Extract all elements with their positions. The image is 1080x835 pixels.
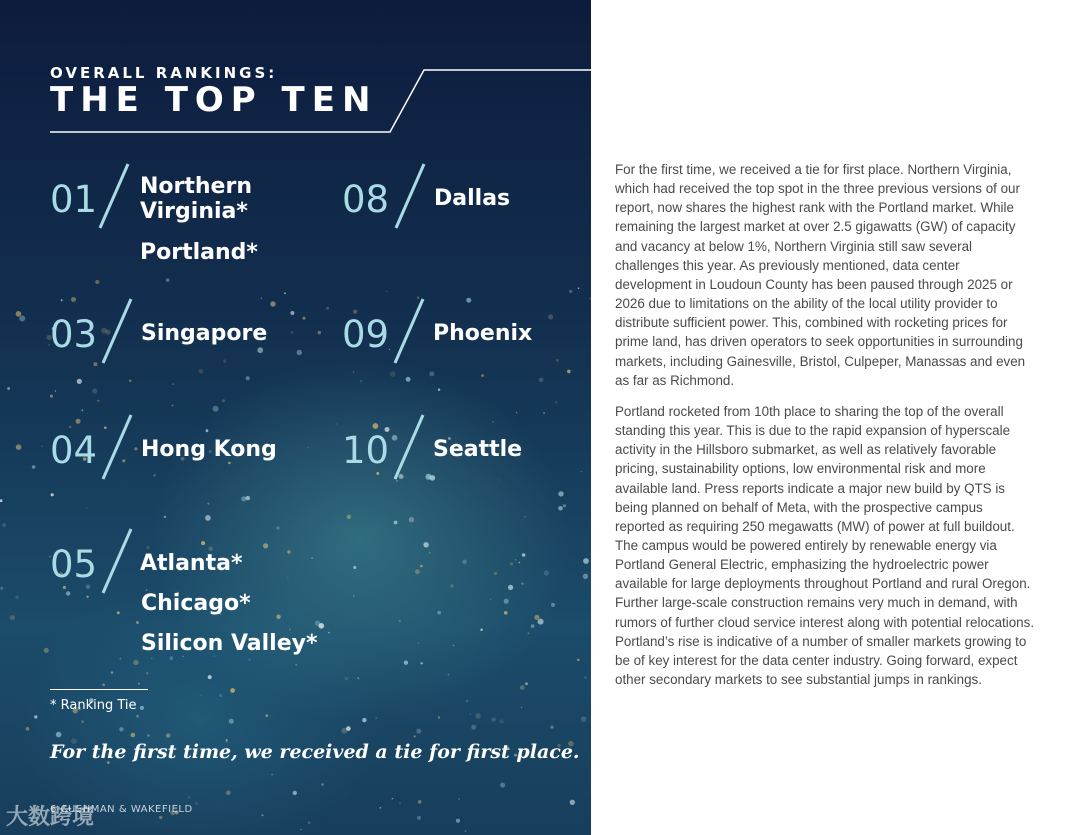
rank-number: 10 [342, 429, 390, 472]
city-name: Dallas [434, 186, 511, 211]
watermark-logo: 大数跨境 [6, 805, 95, 830]
page-title: THE TOP TEN [50, 80, 378, 120]
rank-number: 04 [50, 429, 98, 472]
slash-divider [391, 413, 427, 481]
slash-divider [99, 413, 135, 481]
body-text [615, 160, 1035, 701]
city-name: Silicon Valley* [141, 631, 318, 656]
city-name: Portland* [140, 240, 258, 265]
footnote-divider [50, 689, 148, 690]
city-name: Seattle [433, 437, 523, 462]
city-name: Phoenix [433, 321, 533, 346]
slash-divider [96, 162, 132, 230]
city-name: Atlanta* [140, 551, 243, 576]
rank-number: 05 [50, 543, 98, 586]
page-footer: 6 CUSHMAN & WAKEFIELD [50, 804, 193, 815]
slash-divider [99, 297, 135, 365]
city-name-virginia: Virginia* [140, 199, 248, 224]
city-name: Singapore [141, 321, 268, 346]
pull-quote: For the first time, we received a tie for first place. [50, 741, 580, 763]
city-name-northern: Northern [140, 174, 252, 199]
footnote: * Ranking Tie [50, 698, 137, 713]
slash-divider [391, 297, 427, 365]
city-name: Hong Kong [141, 437, 277, 462]
paragraph: Portland rocketed from 10th place to sharing the top of the overall standing this year. This is due to the rapid expansion of hyperscale activity in the Hillsboro submarket, as well as relatively favorable pricing, sustainability options, low environmental risk and more available land. Press reports indicate a major new build by QTS is being planned on behalf of Meta, with the prospective campus reported as requiring 250 megawatts (MW) of power at full buildout. The campus would be powered entirely by renewable energy via Portland General Electric, emphasizing the hydroelectric power available for large deployments throughout Portland and rural Oregon. Further large-scale construction remains very much in demand, with rumors of further cloud service interest along with potential relocations. Portland’s rise is indicative of a number of smaller markets growing to be of key interest for the data center industry. Going forward, expect other secondary markets to see substantial jumps in rankings. [615, 403, 1035, 688]
rank-number: 08 [342, 178, 390, 221]
rank-number: 01 [50, 178, 98, 221]
rank-number: 09 [342, 313, 390, 356]
slash-divider [392, 162, 428, 230]
paragraph: For the first time, we received a tie for first place. Northern Virginia, which had received the top spot in the three previous versions of our report, now shares the highest rank with the Portland market. While remaining the largest market at over 2.5 gigawatts (GW) of capacity and vacancy at below 1%, Northern Virginia still saw several challenges this year. As previously mentioned, data center development in Loudoun County has been paused through 2025 or 2026 due to limitations on the ability of the local utility provider to distribute sufficient power. This, combined with rocketing prices for prime land, has driven operators to seek opportunities in surrounding markets, including Gainesville, Bristol, Culpeper, Manassas and even as far as Richmond. [615, 162, 1026, 388]
city-name: Chicago* [141, 591, 251, 616]
slash-divider [99, 527, 135, 595]
rank-number: 03 [50, 313, 98, 356]
header-subtitle: OVERALL RANKINGS: [50, 64, 278, 82]
